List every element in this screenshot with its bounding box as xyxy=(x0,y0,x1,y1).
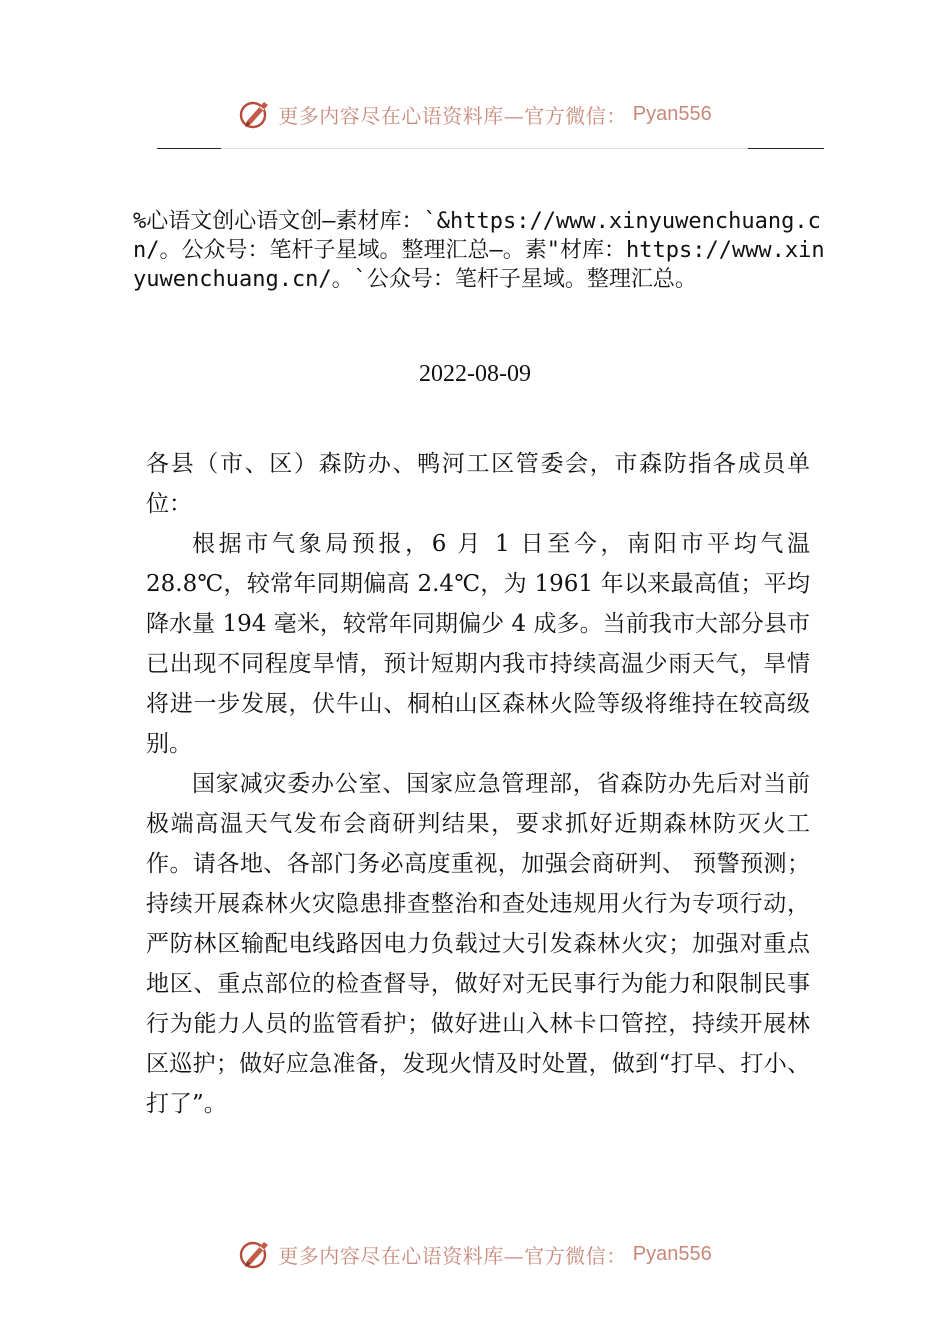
page-footer xyxy=(0,1232,950,1276)
source-note: %心语文创心语文创—素材库：`&https://www.xinyuwenchuang.cn/。公众号：笔杆子星域。整理汇总—。素"材库：https://www.xinyuwenchuang.cn/。`公众号：笔杆子星域。整理汇总。 xyxy=(133,209,825,292)
document-body xyxy=(146,444,810,1124)
header-brand-handle: Pyan556 xyxy=(632,102,712,125)
footer-brand-handle: Pyan556 xyxy=(632,1242,712,1265)
header-rule-right xyxy=(748,148,824,149)
pen-logo-icon xyxy=(238,97,272,131)
pen-logo-icon xyxy=(238,1237,272,1271)
footer-brand xyxy=(238,1237,711,1271)
header-rule-middle xyxy=(221,148,748,149)
header-brand-text: 更多内容尽在心语资料库—官方微信： xyxy=(278,103,627,128)
body-paragraph-weather: 根据市气象局预报，6 月 1 日至今，南阳市平均气温 28.8℃，较常年同期偏高 2.4℃，为 1961 年以来最高值；平均降水量 194 毫米，较常年同期偏少 4 成多。当前我市大部分县市已出现不同程度旱情，预计短期内我市持续高温少雨天气，旱情将进一步发展，伏牛山、桐柏山区森林火险等级将维持在较高级别。 xyxy=(146,531,810,757)
page-header xyxy=(0,92,950,136)
document-date: 2022-08-09 xyxy=(419,361,531,387)
header-brand xyxy=(238,97,711,131)
header-rule-left xyxy=(157,148,221,149)
body-paragraph-requirements: 国家减灾委办公室、国家应急管理部，省森防办先后对当前极端高温天气发布会商研判结果，要求抓好近期森林防灭火工作。请各地、各部门务必高度重视，加强会商研判、 预警预测；持续开展森林火灾隐患排查整治和查处违规用火行为专项行动，严防林区输配电线路因电力负载过大引发森林火灾；加强对重点地区、重点部位的检查督导，做好对无民事行为能力和限制民事行为能力人员的监管看护；做好进山入林卡口管控，持续开展林区巡护；做好应急准备，发现火情及时处置，做到“打早、打小、打了”。 xyxy=(146,771,810,1117)
addressee: 各县（市、区）森防办、鸭河工区管委会，市森防指各成员单位： xyxy=(146,451,810,517)
footer-brand-text: 更多内容尽在心语资料库—官方微信： xyxy=(278,1243,627,1268)
